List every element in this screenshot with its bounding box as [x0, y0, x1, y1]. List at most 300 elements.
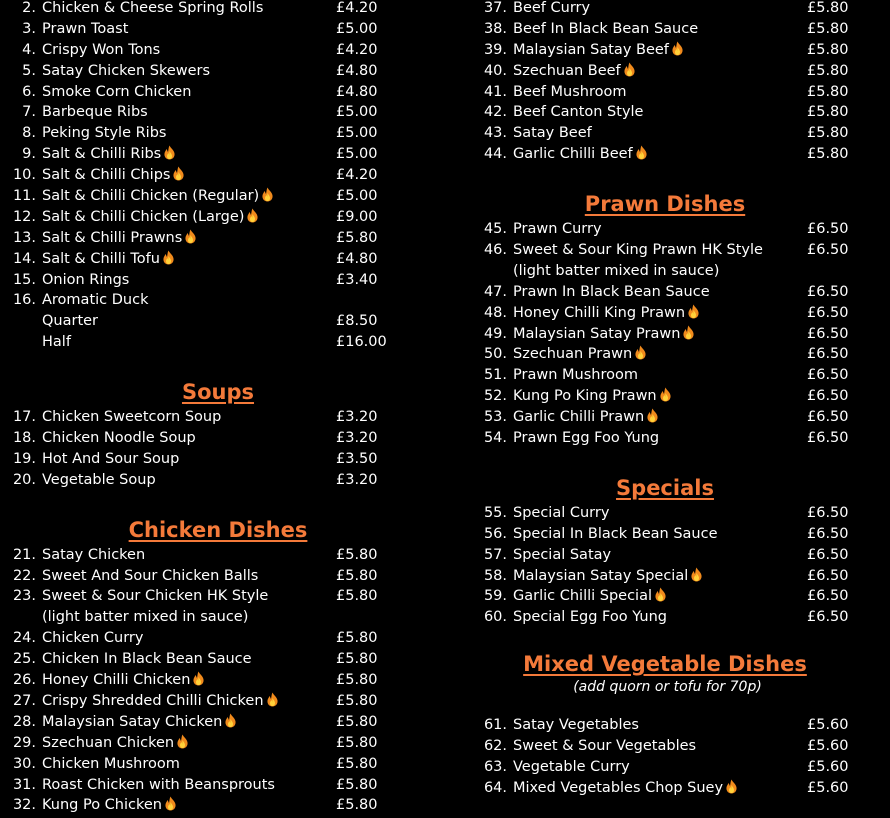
item-number: 64.	[483, 779, 507, 796]
item-name	[42, 586, 268, 607]
item-name-text: Crispy Won Tons	[42, 41, 161, 58]
item-number: 41.	[483, 83, 507, 100]
item-name-text: Chicken Curry	[42, 630, 144, 647]
flame-icon	[176, 734, 189, 749]
mixed-vegetable-dishes-heading: Mixed Vegetable Dishes	[523, 652, 807, 677]
menu-item	[0, 754, 445, 775]
item-price: £5.60	[807, 717, 849, 734]
item-name-text: Chicken Sweetcorn Soup	[42, 409, 222, 426]
item-price: £4.20	[336, 41, 378, 58]
item-number: 46.	[483, 242, 507, 259]
item-name	[513, 736, 696, 757]
item-number: 56.	[483, 525, 507, 542]
flame-icon	[725, 779, 738, 794]
item-name-text: Salt & Chilli Prawns	[42, 229, 183, 246]
item-name	[42, 207, 259, 228]
item-name-text: Salt & Chilli Tofu	[42, 250, 160, 267]
soups-list	[0, 407, 445, 491]
item-name	[513, 19, 698, 40]
item-name-text: Chicken Mushroom	[42, 755, 180, 772]
item-name	[42, 270, 129, 291]
item-price: £5.80	[336, 229, 378, 246]
item-number: 6.	[22, 83, 36, 100]
item-number: 29.	[12, 734, 36, 751]
item-name	[513, 503, 609, 524]
menu-item	[445, 778, 890, 799]
soups-heading: Soups	[181, 380, 255, 405]
item-price: £5.80	[336, 797, 378, 814]
item-name	[513, 303, 700, 324]
item-name	[42, 449, 179, 470]
item-price: £5.60	[807, 738, 849, 755]
item-price: £5.80	[807, 0, 849, 16]
item-number: 48.	[483, 304, 507, 321]
item-name-text: Satay Chicken	[42, 546, 146, 563]
menu-item	[445, 0, 890, 19]
flame-icon	[687, 304, 700, 319]
item-name	[513, 586, 667, 607]
item-name	[42, 470, 156, 491]
item-name	[42, 754, 180, 775]
item-name	[513, 324, 695, 345]
item-price: £6.50	[807, 325, 849, 342]
item-price: £4.80	[336, 62, 378, 79]
item-name	[42, 123, 166, 144]
item-number: 2.	[22, 0, 36, 16]
item-number: 20.	[12, 471, 36, 488]
menu-item	[0, 207, 445, 228]
menu-item	[0, 123, 445, 144]
item-name-text: Sweet And Sour Chicken Balls	[42, 567, 259, 584]
item-number: 19.	[12, 450, 36, 467]
item-name	[513, 40, 684, 61]
item-number: 38.	[483, 20, 507, 37]
item-number: 57.	[483, 546, 507, 563]
starters-list	[0, 0, 445, 353]
menu-item	[445, 407, 890, 428]
item-number: 61.	[483, 717, 507, 734]
menu-item	[445, 240, 890, 261]
item-number: 30.	[12, 755, 36, 772]
menu-item	[445, 82, 890, 103]
flame-icon	[246, 208, 259, 223]
item-price: £5.80	[336, 651, 378, 668]
item-name	[42, 428, 196, 449]
item-name	[42, 795, 177, 816]
item-price: £6.50	[807, 430, 849, 447]
item-number: 25.	[12, 651, 36, 668]
item-price: £5.80	[807, 83, 849, 100]
flame-icon	[690, 567, 703, 582]
menu-item	[0, 449, 445, 470]
menu-item	[0, 165, 445, 186]
item-number: 50.	[483, 346, 507, 363]
item-name	[42, 186, 274, 207]
item-name-text: Hot And Sour Soup	[42, 450, 180, 467]
item-name-text: Honey Chilli King Prawn	[513, 304, 686, 321]
menu-item	[0, 144, 445, 165]
item-name-text: Szechuan Prawn	[513, 346, 633, 363]
item-name-text: Satay Beef	[513, 125, 592, 142]
item-name-text: Prawn Curry	[513, 221, 602, 238]
item-name	[513, 524, 718, 545]
menu-item	[445, 19, 890, 40]
item-price: £6.50	[807, 388, 849, 405]
specials-list	[445, 503, 890, 628]
item-name-text: Prawn Egg Foo Yung	[513, 430, 660, 447]
item-name	[513, 386, 672, 407]
item-price: £3.20	[336, 471, 378, 488]
prawn-dishes-heading: Prawn Dishes	[584, 192, 746, 217]
menu-item	[0, 795, 445, 816]
item-number: 7.	[22, 104, 36, 121]
vegetable-note: (add quorn or tofu for 70p)	[573, 679, 762, 696]
item-name	[42, 691, 279, 712]
item-name	[513, 61, 636, 82]
item-number: 40.	[483, 62, 507, 79]
item-price: £5.80	[336, 713, 378, 730]
item-price: £5.80	[807, 62, 849, 79]
item-price: £5.80	[336, 734, 378, 751]
item-name	[42, 249, 175, 270]
item-number: 27.	[12, 692, 36, 709]
flame-icon	[192, 671, 205, 686]
item-name	[42, 670, 205, 691]
menu-item	[0, 270, 445, 291]
item-price: £16.00	[336, 334, 387, 351]
item-name	[42, 102, 148, 123]
item-number: 5.	[22, 62, 36, 79]
menu-item	[0, 775, 445, 796]
item-name-text: Honey Chilli Chicken	[42, 672, 191, 689]
menu-item	[445, 524, 890, 545]
item-price: £6.50	[807, 346, 849, 363]
item-price: £5.00	[336, 104, 378, 121]
item-price: £5.80	[336, 588, 378, 605]
item-name	[513, 219, 602, 240]
flame-icon	[261, 187, 274, 202]
item-name-text: (light batter mixed in sauce)	[513, 262, 720, 279]
menu-item	[0, 628, 445, 649]
item-number: 49.	[483, 325, 507, 342]
menu-item	[445, 40, 890, 61]
beef-dishes-list	[445, 0, 890, 165]
menu-item	[445, 303, 890, 324]
menu-item	[0, 545, 445, 566]
flame-icon	[659, 387, 672, 402]
menu-item	[0, 607, 445, 628]
item-number: 8.	[22, 125, 36, 142]
menu-item	[0, 249, 445, 270]
item-number: 11.	[12, 188, 36, 205]
menu-item	[445, 282, 890, 303]
item-price: £5.00	[336, 20, 378, 37]
item-name-text: Beef In Black Bean Sauce	[513, 20, 699, 37]
item-number: 24.	[12, 630, 36, 647]
item-name	[42, 0, 263, 19]
menu-item	[445, 219, 890, 240]
item-price: £6.50	[807, 242, 849, 259]
item-number: 4.	[22, 41, 36, 58]
item-number: 28.	[12, 713, 36, 730]
item-number: 14.	[12, 250, 36, 267]
item-price: £5.80	[807, 41, 849, 58]
item-name	[42, 82, 191, 103]
item-name	[513, 144, 648, 165]
item-name	[513, 240, 763, 261]
item-price: £5.80	[336, 776, 378, 793]
item-name	[42, 311, 98, 332]
item-number: 32.	[12, 797, 36, 814]
item-name	[42, 649, 252, 670]
mixed-vegetable-list	[445, 715, 890, 799]
item-price: £5.80	[336, 567, 378, 584]
item-price: £8.50	[336, 313, 378, 330]
item-number: 9.	[22, 146, 36, 163]
item-price: £6.50	[807, 546, 849, 563]
item-name	[42, 566, 258, 587]
item-name-text: Satay Chicken Skewers	[42, 62, 211, 79]
item-number: 53.	[483, 409, 507, 426]
menu-item	[0, 102, 445, 123]
item-number: 21.	[12, 546, 36, 563]
item-name-text: (light batter mixed in sauce)	[42, 609, 249, 626]
item-number: 59.	[483, 588, 507, 605]
item-price: £6.50	[807, 367, 849, 384]
item-name	[513, 102, 643, 123]
flame-icon	[635, 145, 648, 160]
item-name-text: Malaysian Satay Prawn	[513, 325, 681, 342]
item-name	[42, 228, 197, 249]
flame-icon	[671, 41, 684, 56]
menu-item	[445, 123, 890, 144]
item-price: £5.80	[807, 104, 849, 121]
menu-item	[445, 261, 890, 282]
menu-item	[445, 545, 890, 566]
item-name	[513, 365, 638, 386]
item-name	[513, 428, 659, 449]
item-name-text: Special In Black Bean Sauce	[513, 525, 718, 542]
item-name-text: Szechuan Beef	[513, 62, 621, 79]
item-price: £5.80	[807, 20, 849, 37]
item-number: 58.	[483, 567, 507, 584]
item-name-text: Smoke Corn Chicken	[42, 83, 192, 100]
item-price: £6.50	[807, 283, 849, 300]
item-name	[42, 607, 248, 628]
item-name	[513, 566, 703, 587]
item-price: £6.50	[807, 567, 849, 584]
item-price: £5.80	[336, 672, 378, 689]
item-name	[42, 61, 210, 82]
item-name-text: Prawn In Black Bean Sauce	[513, 283, 710, 300]
menu-item	[0, 712, 445, 733]
item-price: £5.60	[807, 779, 849, 796]
menu-item	[445, 144, 890, 165]
menu-item	[0, 19, 445, 40]
item-name-text: Salt & Chilli Chips	[42, 167, 171, 184]
flame-icon	[266, 692, 279, 707]
item-price: £4.80	[336, 83, 378, 100]
menu-item	[0, 691, 445, 712]
item-name-text: Special Egg Foo Yung	[513, 609, 667, 626]
flame-icon	[623, 62, 636, 77]
flame-icon	[184, 229, 197, 244]
item-name-text: Salt & Chilli Ribs	[42, 146, 162, 163]
item-price: £3.40	[336, 271, 378, 288]
menu-item	[0, 290, 445, 311]
menu-item	[0, 332, 445, 353]
left-column	[0, 0, 445, 816]
item-name-text: Kung Po Chicken	[42, 797, 162, 814]
item-number: 51.	[483, 367, 507, 384]
item-name-text: Prawn Mushroom	[513, 367, 638, 384]
flame-icon	[163, 145, 176, 160]
item-number: 10.	[12, 167, 36, 184]
item-name	[513, 82, 626, 103]
item-price: £6.50	[807, 304, 849, 321]
item-name-text: Sweet & Sour King Prawn HK Style	[513, 242, 763, 259]
item-number: 63.	[483, 759, 507, 776]
item-name	[513, 778, 738, 799]
flame-icon	[634, 345, 647, 360]
item-number: 23.	[12, 588, 36, 605]
item-name	[513, 407, 659, 428]
menu-item	[0, 649, 445, 670]
item-name	[42, 165, 185, 186]
item-price: £3.20	[336, 409, 378, 426]
item-price: £6.50	[807, 221, 849, 238]
item-name	[42, 144, 176, 165]
item-price: £6.50	[807, 609, 849, 626]
item-price: £5.00	[336, 188, 378, 205]
menu-item	[0, 566, 445, 587]
item-number: 16.	[12, 292, 36, 309]
item-number: 3.	[22, 20, 36, 37]
item-name	[513, 123, 592, 144]
item-number: 47.	[483, 283, 507, 300]
menu-item	[0, 586, 445, 607]
item-name-text: Garlic Chilli Prawn	[513, 409, 645, 426]
item-name-text: Salt & Chilli Chicken (Regular)	[42, 188, 260, 205]
specials-heading: Specials	[616, 475, 714, 500]
menu-item	[445, 324, 890, 345]
item-name	[42, 733, 189, 754]
item-number: 13.	[12, 229, 36, 246]
item-name-text: Special Satay	[513, 546, 612, 563]
item-name-text: Peking Style Ribs	[42, 125, 167, 142]
item-name-text: Half	[42, 334, 71, 351]
item-name-text: Sweet & Sour Vegetables	[513, 738, 697, 755]
flame-icon	[682, 325, 695, 340]
item-name	[42, 407, 221, 428]
item-number: 60.	[483, 609, 507, 626]
item-price: £5.80	[336, 546, 378, 563]
item-price: £4.20	[336, 167, 378, 184]
menu-item	[445, 736, 890, 757]
item-price: £3.50	[336, 450, 378, 467]
flame-icon	[646, 408, 659, 423]
menu-item	[445, 344, 890, 365]
menu-item	[445, 428, 890, 449]
menu-item	[0, 470, 445, 491]
menu-item	[0, 670, 445, 691]
item-price: £5.80	[336, 630, 378, 647]
item-name	[513, 0, 590, 19]
item-price: £6.50	[807, 504, 849, 521]
menu-item	[445, 607, 890, 628]
item-number: 17.	[12, 409, 36, 426]
item-name	[513, 607, 667, 628]
item-name	[42, 40, 160, 61]
flame-icon	[654, 587, 667, 602]
menu-item	[0, 228, 445, 249]
item-name-text: Vegetable Soup	[42, 471, 156, 488]
item-name-text: Quarter	[42, 313, 99, 330]
menu-item	[445, 386, 890, 407]
prawn-dishes-list	[445, 219, 890, 449]
item-number: 62.	[483, 738, 507, 755]
item-name-text: Vegetable Curry	[513, 759, 630, 776]
item-name-text: Salt & Chilli Chicken (Large)	[42, 208, 245, 225]
menu-item	[445, 365, 890, 386]
item-name	[42, 19, 128, 40]
item-price: £5.00	[336, 146, 378, 163]
item-number: 45.	[483, 221, 507, 238]
item-name-text: Aromatic Duck	[42, 292, 149, 309]
item-name	[42, 332, 71, 353]
item-number: 15.	[12, 271, 36, 288]
item-name	[513, 715, 639, 736]
item-name-text: Malaysian Satay Beef	[513, 41, 669, 58]
item-name	[513, 261, 719, 282]
item-name-text: Szechuan Chicken	[42, 734, 175, 751]
item-name-text: Garlic Chilli Special	[513, 588, 653, 605]
item-name-text: Prawn Toast	[42, 20, 129, 37]
item-name-text: Malaysian Satay Chicken	[42, 713, 223, 730]
item-name-text: Chicken & Cheese Spring Rolls	[42, 0, 264, 16]
item-price: £5.60	[807, 759, 849, 776]
menu-item	[445, 715, 890, 736]
chicken-dishes-list	[0, 545, 445, 817]
item-name	[42, 712, 237, 733]
item-number: 31.	[12, 776, 36, 793]
item-price: £5.80	[807, 125, 849, 142]
item-name-text: Chicken In Black Bean Sauce	[42, 651, 252, 668]
item-name-text: Barbeque Ribs	[42, 104, 148, 121]
menu-item	[445, 61, 890, 82]
item-price: £6.50	[807, 588, 849, 605]
item-price: £4.80	[336, 250, 378, 267]
item-number: 37.	[483, 0, 507, 16]
item-name-text: Satay Vegetables	[513, 717, 639, 734]
item-name-text: Beef Curry	[513, 0, 591, 16]
item-number: 44.	[483, 146, 507, 163]
item-number: 55.	[483, 504, 507, 521]
item-name-text: Garlic Chilli Beef	[513, 146, 633, 163]
menu-item	[0, 428, 445, 449]
item-name	[513, 757, 630, 778]
item-name	[42, 290, 148, 311]
menu-item	[0, 407, 445, 428]
menu-item	[0, 0, 445, 19]
right-column	[445, 0, 890, 799]
item-name-text: Roast Chicken with Beansprouts	[42, 776, 275, 793]
item-name-text: Sweet & Sour Chicken HK Style	[42, 588, 269, 605]
item-price: £5.80	[807, 146, 849, 163]
item-name-text: Kung Po King Prawn	[513, 388, 657, 405]
flame-icon	[172, 166, 185, 181]
item-number: 52.	[483, 388, 507, 405]
